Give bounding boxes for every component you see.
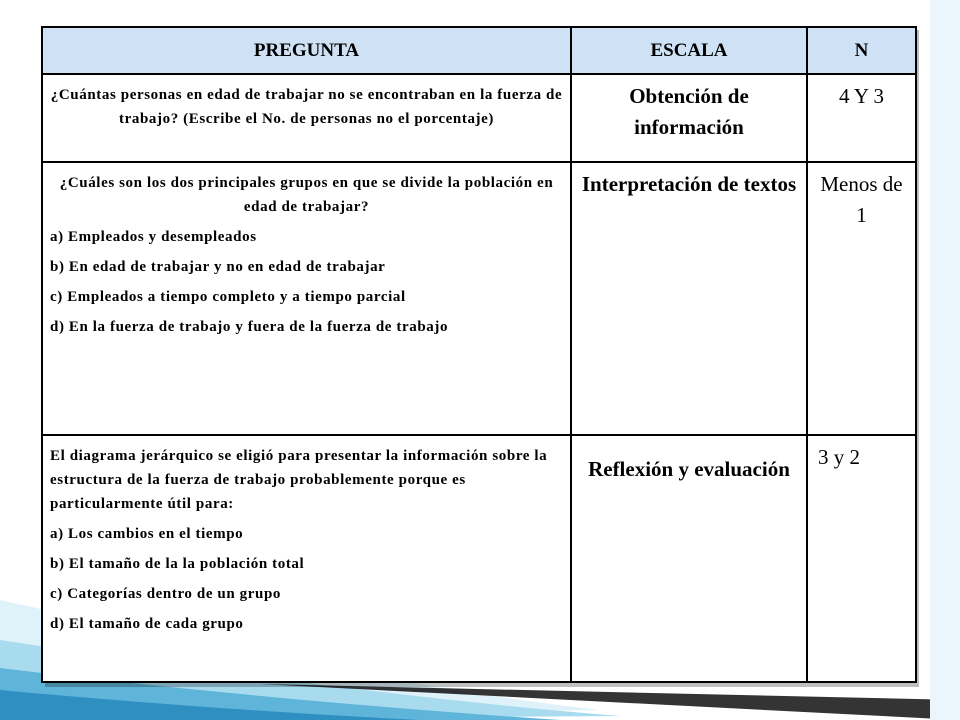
header-n: N <box>807 27 916 74</box>
table-row <box>42 435 916 682</box>
answer-option-a: a) Los cambios en el tiempo <box>50 525 244 542</box>
question-text: ¿Cuáles son los dos principales grupos en que se divide la población en edad de trabajar? <box>59 174 554 215</box>
question-table <box>41 26 917 683</box>
answer-option-d: d) El tamaño de cada grupo <box>50 615 244 632</box>
answer-option-c: c) Categorías dentro de un grupo <box>50 585 282 602</box>
answer-option-c: c) Empleados a tiempo completo y a tiempo parcial <box>50 288 406 305</box>
table-row <box>42 74 916 162</box>
header-pregunta: PREGUNTA <box>42 27 571 74</box>
answer-option-d: d) En la fuerza de trabajo y fuera de la fuerza de trabajo <box>50 318 449 335</box>
scale-cell: Interpretación de textos <box>571 162 807 435</box>
answer-option-a: a) Empleados y desempleados <box>50 228 257 245</box>
table-row <box>42 162 916 435</box>
question-cell <box>42 435 571 682</box>
n-cell: Menos de 1 <box>807 162 916 435</box>
question-cell <box>42 162 571 435</box>
question-cell <box>42 74 571 162</box>
n-cell: 4 Y 3 <box>807 74 916 162</box>
n-cell: 3 y 2 <box>807 435 916 682</box>
scale-cell: Obtención de información <box>571 74 807 162</box>
answer-option-b: b) En edad de trabajar y no en edad de trabajar <box>50 258 386 275</box>
scale-cell: Reflexión y evaluación <box>571 435 807 682</box>
table-header-row <box>42 27 916 74</box>
question-table-frame <box>41 26 915 683</box>
answer-option-b: b) El tamaño de la la población total <box>50 555 305 572</box>
header-escala: ESCALA <box>571 27 807 74</box>
question-text: ¿Cuántas personas en edad de trabajar no se encontraban en la fuerza de trabajo? (Escribe el No. de personas no el porcentaje) <box>50 87 563 128</box>
question-text: El diagrama jerárquico se eligió para presentar la información sobre la estructura de la fuerza de trabajo probablemente porque es particularmente útil para: <box>50 447 548 512</box>
